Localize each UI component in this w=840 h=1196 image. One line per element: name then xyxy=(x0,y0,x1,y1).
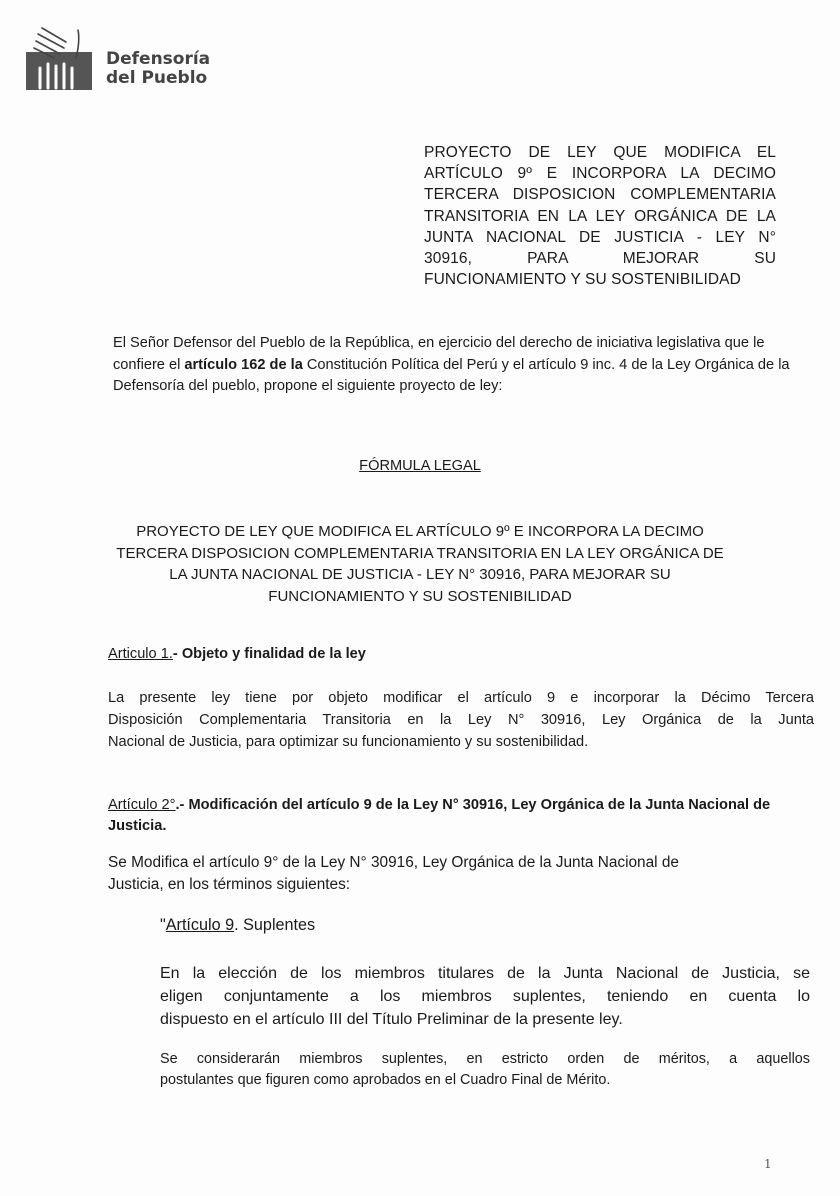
article-9-paragraph-1 xyxy=(160,962,810,1031)
logo-line-2: del Pueblo xyxy=(106,68,208,88)
article-2-label: Artículo 2° xyxy=(108,797,176,813)
bill-title-line: PROYECTO DE LEY QUE MODIFICA EL ARTÍCULO 9º E INCORPORA LA DECIMO xyxy=(136,523,704,540)
bill-title-line: FUNCIONAMIENTO Y SU SOSTENIBILIDAD xyxy=(268,587,572,605)
article-1-title: Objeto y finalidad de la ley xyxy=(181,646,366,662)
article-1-body-line: Nacional de Justicia, para optimizar su funcionamiento y su sostenibilidad. xyxy=(108,734,589,750)
article-2-body xyxy=(108,852,808,896)
logo-text xyxy=(106,50,210,88)
intro-paragraph xyxy=(113,333,813,398)
header-title-line: JUNTA NACIONAL DE JUSTICIA - LEY N° xyxy=(424,228,776,246)
intro-bold: artículo 162 de la xyxy=(184,356,303,373)
article-9-paragraph-2 xyxy=(160,1049,810,1091)
article-2-body-line: Justicia, en los términos siguientes: xyxy=(108,876,351,893)
article-9-line: En la elección de los miembros titulares de la Junta Nacional de Justicia, se xyxy=(160,965,810,982)
article-9-line: eligen conjuntamente a los miembros suplentes, teniendo en cuenta lo xyxy=(160,988,810,1005)
article-1-label: Articulo 1. xyxy=(108,646,173,662)
header-title-line: ARTÍCULO 9º E INCORPORA LA DECIMO xyxy=(424,165,776,183)
article-9-line: postulantes que figuren como aprobados en el Cuadro Final de Mérito. xyxy=(160,1072,611,1088)
bill-title-line: LA JUNTA NACIONAL DE JUSTICIA - LEY N° 30916, PARA MEJORAR SU xyxy=(169,566,671,583)
header-title-line: FUNCIONAMIENTO Y SU SOSTENIBILIDAD xyxy=(424,271,741,289)
bill-title xyxy=(110,521,730,607)
article-1-heading xyxy=(108,646,366,662)
header-title-line: 30916, PARA MEJORAR SU xyxy=(424,250,776,268)
article-9-label: Artículo 9 xyxy=(165,916,235,934)
header-title-line: TERCERA DISPOSICION COMPLEMENTARIA xyxy=(424,186,776,204)
bill-title-line: TERCERA DISPOSICION COMPLEMENTARIA TRANSITORIA EN LA LEY ORGÁNICA DE xyxy=(116,544,724,562)
article-1-body-line: Disposición Complementaria Transitoria en la Ley N° 30916, Ley Orgánica de la Junta xyxy=(108,712,814,728)
article-1-sep: - xyxy=(172,646,182,662)
article-2-title: .- Modificación del artículo 9 de la Ley N° 30916, Ley Orgánica de la Junta Nacional de Justicia. xyxy=(108,797,771,834)
article-9-line: dispuesto en el artículo III del Título Preliminar de la presente ley. xyxy=(160,1011,623,1028)
hand-logo-icon xyxy=(26,24,102,90)
logo-line-1: Defensoría xyxy=(106,49,211,69)
article-2-heading xyxy=(108,795,808,837)
formula-legal-heading: FÓRMULA LEGAL xyxy=(359,458,481,474)
article-9-line: Se considerarán miembros suplentes, en estricto orden de méritos, a aquellos xyxy=(160,1051,810,1067)
intro-text-2: Constitución Política del Perú y el artículo 9 inc. 4 de la Ley Orgánica de la Defensoría del pueblo, propone el siguiente proyecto de ley: xyxy=(113,356,790,394)
article-9-quote: " xyxy=(160,916,166,934)
page-number: 1 xyxy=(764,1157,772,1171)
intro-text-1: El Señor Defensor del Pueblo de la República, en ejercicio del derecho de iniciativa legislativa que le confiere el xyxy=(113,335,765,373)
header-title-line: PROYECTO DE LEY QUE MODIFICA EL xyxy=(424,144,776,161)
article-1-body-line: La presente ley tiene por objeto modificar el artículo 9 e incorporar la Décimo Tercera xyxy=(108,690,814,706)
header-title xyxy=(424,142,776,290)
defensoria-logo xyxy=(26,24,226,94)
header-title-line: TRANSITORIA EN LA LEY ORGÁNICA DE LA xyxy=(424,207,776,225)
article-9-title: . Suplentes xyxy=(234,916,316,934)
article-2-body-line: Se Modifica el artículo 9° de la Ley N° 30916, Ley Orgánica de la Junta Nacional de xyxy=(108,854,679,871)
article-9-heading xyxy=(160,916,315,935)
article-1-body xyxy=(108,687,814,753)
